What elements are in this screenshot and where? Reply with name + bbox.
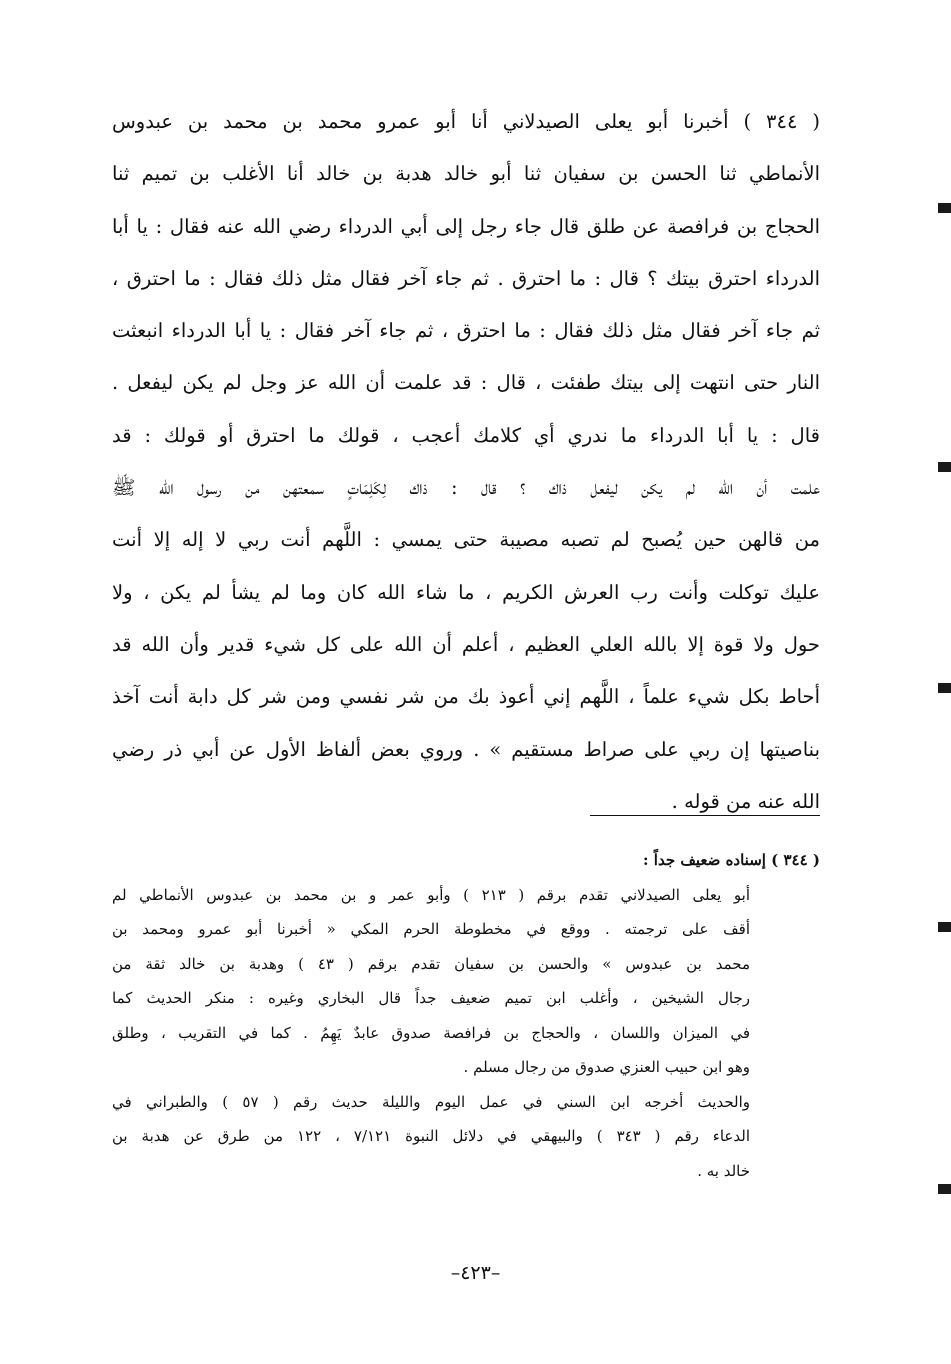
footnote-line: في الميزان واللسان ، والحجاج بن فرافصة صدوق عابدٌ يَهِمُ . كما في التقريب ، وطلق	[112, 1023, 750, 1042]
footnote-line: خالد به .	[697, 1161, 750, 1180]
footnote-line: رجال الشيخين ، وأغلب ابن تميم ضعيف جداً قال البخاري وغيره : منكر الحديث كما	[112, 989, 750, 1007]
footnote-line: أقف على ترجمته . ووقع في مخطوطة الحرم المكي « أخبرنا أبو عمرو ومحمد بن	[112, 920, 750, 938]
footnote-line: محمد بن عبدوس » والحسن بن سفيان تقدم برقم ( ٤٣ ) وهدبة بن خالد ثقة من	[112, 954, 750, 973]
body-line: الأنماطي ثنا الحسن بن سفيان ثنا أبو خالد هدبة بن خالد أنا الأغلب بن تميم ثنا	[112, 162, 820, 186]
scan-edge-mark	[938, 922, 951, 932]
body-line: ( ٣٤٤ ) أخبرنا أبو يعلى الصيدلاني أنا أبو عمرو محمد بن محمد بن عبدوس	[112, 110, 820, 133]
body-line: الدرداء احترق بيتك ؟ قال : ما احترق . ثم جاء آخر فقال مثل ذلك فقال : ما احترق ،	[112, 266, 820, 290]
body-line: عليك توكلت وأنت رب العرش الكريم ، ما شاء الله كان وما لم يشأ لم يكن ، ولا	[112, 580, 820, 604]
footnote-block	[112, 843, 820, 1188]
body-line: بناصيتها إن ربي على صراط مستقيم » . وروي بعض ألفاظ الأول عن أبي ذر رضي	[112, 737, 820, 761]
body-line: النار حتى انتهت إلى بيتك طفئت ، قال : قد علمت أن الله عز وجل لم يكن ليفعل .	[112, 371, 820, 395]
body-line: حول ولا قوة إلا بالله العلي العظيم ، أعلم أن الله على كل شيء قدير وأن الله قد	[112, 632, 820, 656]
scan-edge-mark	[938, 203, 951, 213]
body-line: قال : يا أبا الدرداء ما ندري أي كلامك أعجب ، قولك ما احترق أو قولك : قد	[112, 423, 820, 447]
body-line: أحاط بكل شيء علماً ، اللَّهم إني أعوذ بك من شر نفسي ومن شر كل دابة أنت آخذ	[112, 685, 820, 709]
footnote-heading: ( ٣٤٤ ) إسناده ضعيف جداً :	[643, 851, 820, 869]
footnote-line: الدعاء رقم ( ٣٤٣ ) والبيهقي في دلائل النبوة ٧/١٢١ ، ١٢٢ من طرق عن هدبة بن	[112, 1127, 750, 1145]
page-number: –٤٢٣–	[450, 1262, 501, 1284]
footnote-line: وهو ابن حبيب العنزي صدوق من رجال مسلم .	[463, 1058, 750, 1076]
scan-edge-mark	[938, 683, 951, 693]
hadith-body-text	[112, 96, 820, 828]
footnote-divider	[590, 815, 820, 816]
scan-edge-mark	[938, 462, 951, 472]
body-line: من قالهن حين يُصبح لم تصبه مصيبة حتى يمسي : اللَّهم أنت ربي لا إله إلا أنت	[112, 528, 820, 552]
body-line: الله عنه من قوله .	[671, 789, 820, 813]
footnote-line: أبو يعلى الصيدلاني تقدم برقم ( ٢١٣ ) وأبو عمر و بن محمد بن عبدوس الأنماطي لم	[112, 885, 751, 904]
footnote-line: والحديث أخرجه ابن السني في عمل اليوم والليلة حديث رقم ( ٥٧ ) والطبراني في	[112, 1092, 750, 1111]
scan-edge-mark	[938, 1184, 951, 1194]
body-line: ثم جاء آخر فقال مثل ذلك فقال : ما احترق ، ثم جاء آخر فقال : يا أبا الدرداء انبعثت	[112, 319, 820, 343]
body-line: الحجاج بن فرافصة عن طلق قال جاء رجل إلى أبي الدرداء رضي الله عنه فقال : يا أبا	[112, 214, 820, 238]
body-line: علمت أن الله لم يكن ليفعل ذاك ؟ قال : ذاك لِكَلِمَاتٍ سمعتهن من رسول الله ﷺ	[112, 476, 820, 500]
